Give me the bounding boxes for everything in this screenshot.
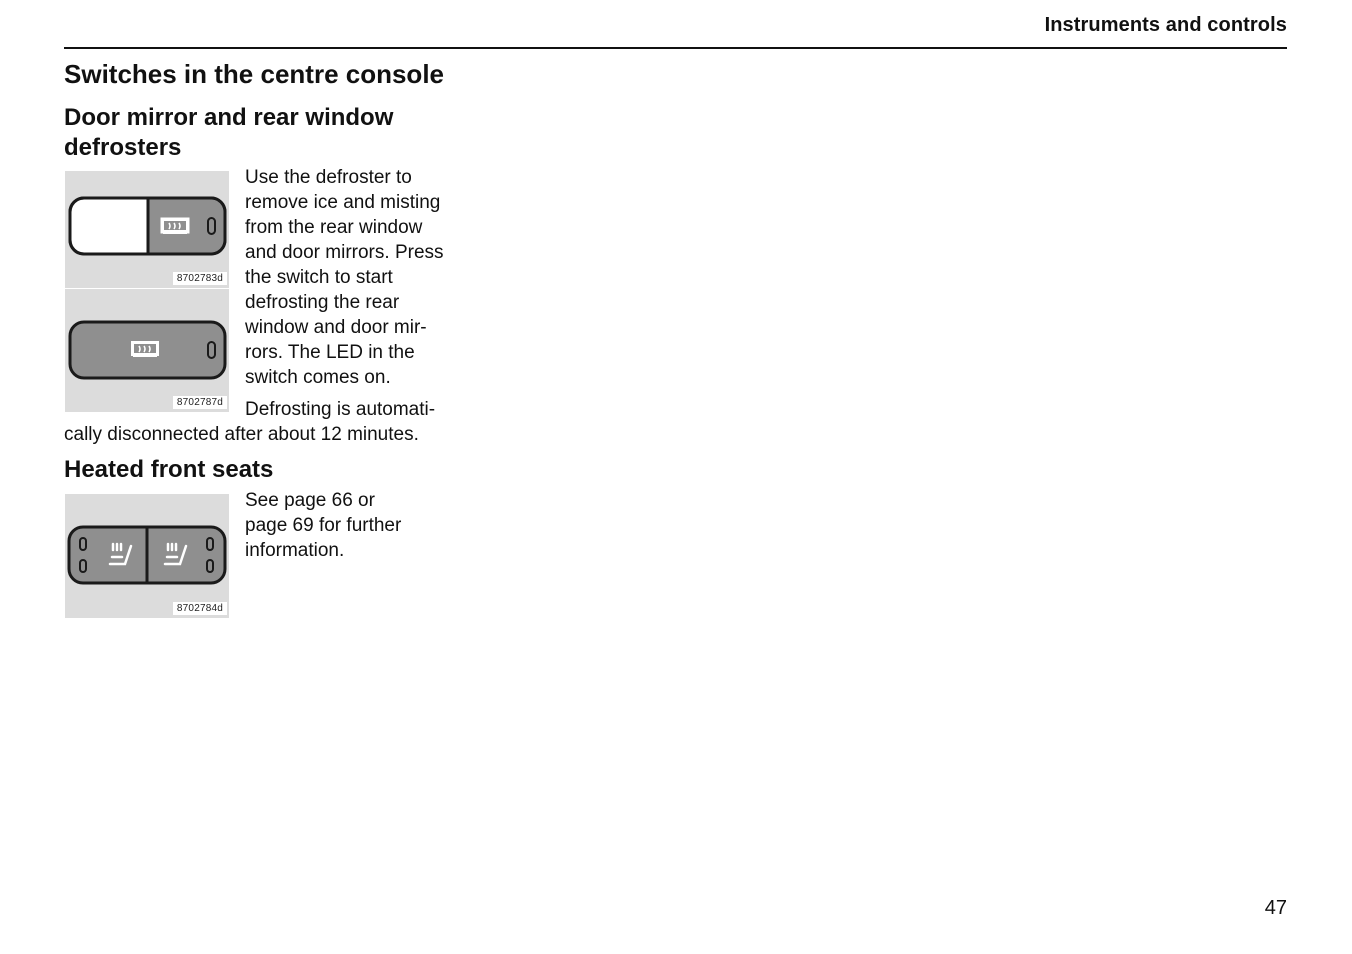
defroster-description [245,165,460,390]
text-line: information. [245,540,345,561]
header-divider [64,47,1287,49]
rear-window-defroster-icon [131,341,159,356]
text-line: Use the defroster to [245,167,412,188]
figure-code: 8702783d [173,272,227,285]
defroster-auto-off-text-line-2: cally disconnected after about 12 minutes. [64,424,419,445]
figure-code: 8702787d [173,396,227,409]
text-line: defrosting the rear [245,292,400,313]
rear-window-defroster-icon [161,218,189,233]
section-heading-heated-seats: Heated front seats [64,456,274,483]
text-line: window and door mir- [245,317,427,338]
text-line: switch comes on. [245,367,391,388]
heated-seats-switch-illustration [65,494,229,618]
defroster-switch-illustration [65,289,229,412]
page-title: Switches in the centre console [64,59,444,89]
text-line: from the rear window [245,217,423,238]
defroster-switch-figure-2 [65,289,229,412]
heated-seats-description [245,488,460,563]
page-number: 47 [1264,897,1287,919]
text-line: and door mirrors. Press [245,242,444,263]
text-line: remove ice and misting [245,192,441,213]
figure-code: 8702784d [173,602,227,615]
text-line: the switch to start [245,267,393,288]
text-line: rors. The LED in the [245,342,415,363]
text-line: See page 66 or [245,490,375,511]
defroster-switch-illustration [65,171,229,288]
defroster-switch-figure-1 [65,171,229,288]
running-header: Instruments and controls [1044,14,1287,36]
text-line: page 69 for further [245,515,402,536]
heated-seats-switch-figure [65,494,229,618]
defroster-auto-off-text-line-1: Defrosting is automati- [245,399,436,420]
section-heading-defrosters: Door mirror and rear window defrosters [64,104,394,161]
